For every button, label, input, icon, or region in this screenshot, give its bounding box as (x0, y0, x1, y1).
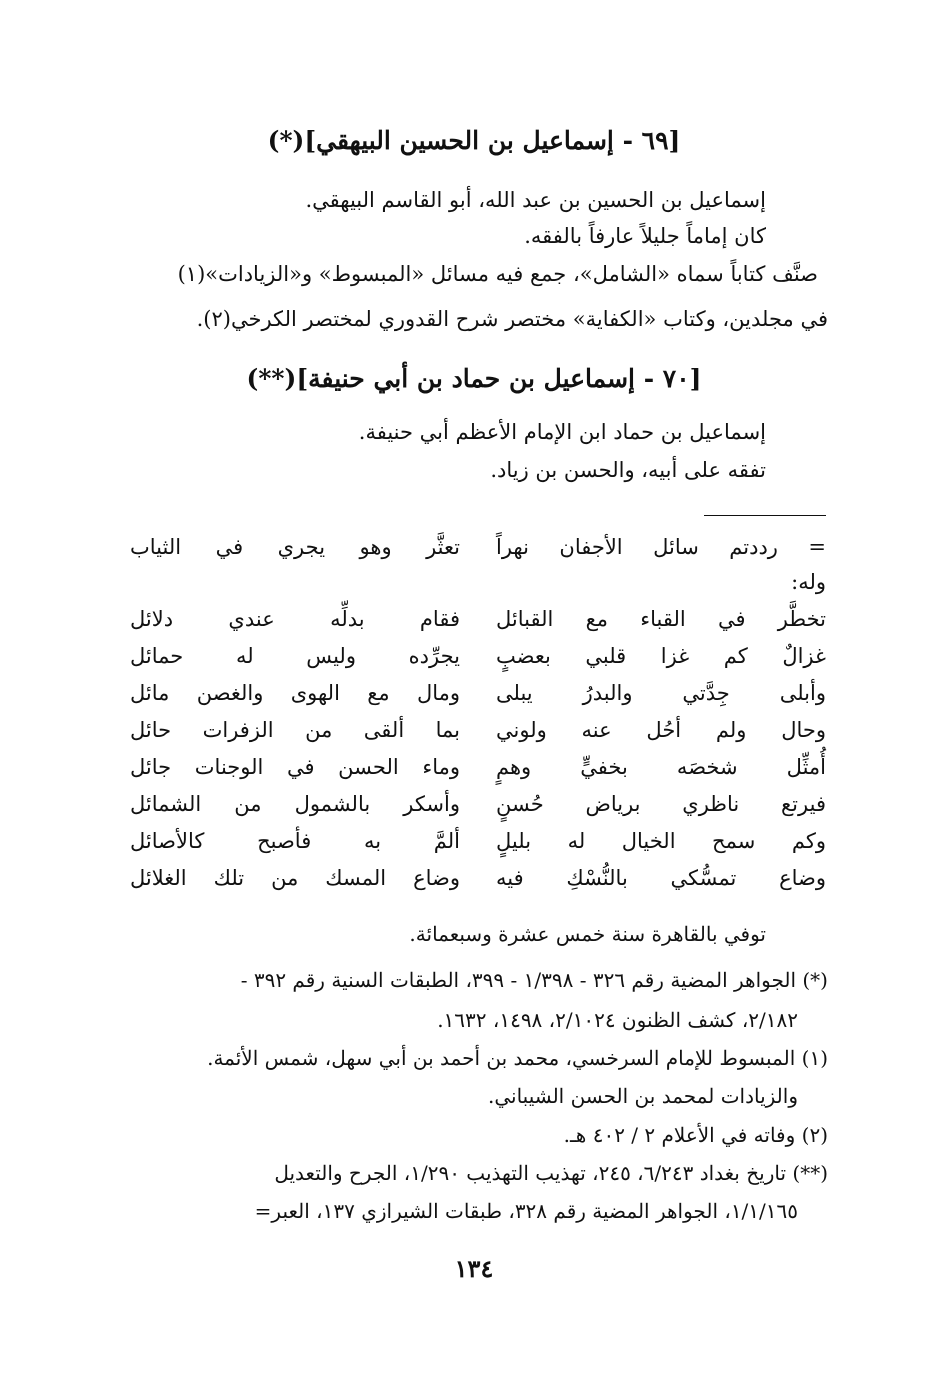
footnote-star: (*) الجواهر المضية رقم ٣٢٦ - ١/٣٩٨ - ٣٩٩، الطبقات السنية رقم ٣٩٢ - (240, 968, 828, 992)
entry-heading-69: [٦٩ - إسماعيل بن الحسين البيهقي](*) (267, 126, 681, 155)
verse-continued-first: = رددتم سائل الأجفان نهراً (496, 535, 826, 559)
footnote-double-star: (**) تاريخ بغداد ٦/٢٤٣، ٢٤٥، تهذيب التهذيب ١/٢٩٠، الجرح والتعديل (274, 1161, 828, 1185)
entry-70-line-2: تفقه على أبيه، والحسن بن زياد. (490, 458, 766, 482)
footnote-1: (١) المبسوط للإمام السرخسي، محمد بن أحمد بن أبي سهل، شمس الأئمة. (207, 1046, 828, 1070)
entry-69-line-3: صنَّف كتاباً سماه «الشامل»، جمع فيه مسائل «المبسوط» و«الزيادات»(١) (177, 262, 818, 286)
entry-heading-70: [٧٠ - إسماعيل بن حماد بن أبي حنيفة](**) (246, 364, 702, 393)
footnote-2: (٢) وفاته في الأعلام ٢ / ٤٠٢ هـ. (563, 1123, 828, 1147)
verse-2-second: يجرِّده وليس له حمائل (130, 644, 460, 668)
verse-4-first: وحال ولم أحُل عنه ولوني (496, 718, 826, 742)
poetry-closing: توفي بالقاهرة سنة خمس عشرة وسبعمائة. (409, 922, 766, 946)
footnote-star-cont: ٢/١٨٢، كشف الظنون ٢/١٠٢٤، ١٤٩٨، ١٦٣٢. (437, 1008, 798, 1032)
entry-69-line-4: في مجلدين، وكتاب «الكفاية» مختصر شرح القدوري لمختصر الكرخي(٢). (196, 307, 828, 331)
verse-1-second: فقام بدلِّه عندي دلائل (130, 607, 460, 631)
footnote-double-star-cont: ١/١/١٦٥، الجواهر المضية رقم ٣٢٨، طبقات الشيرازي ١٣٧، العبر= (254, 1199, 798, 1223)
verse-8-second: وضاع المسك من تلك الغلائل (130, 866, 460, 890)
verse-6-second: وأسكر بالشمول من الشمائل (130, 792, 460, 816)
verse-3-second: ومال مع الهوى والغصن مائل (130, 681, 460, 705)
footnote-1-cont: والزيادات لمحمد بن الحسن الشيباني. (487, 1084, 798, 1108)
verse-continued-second: تعثَّر وهو يجري في الثياب (130, 535, 460, 559)
poetry-intro: وله: (791, 570, 826, 594)
verse-5-first: أُمثِّل شخصَه بخفيٍّ وهمٍ (496, 755, 826, 779)
footnote-separator (704, 515, 826, 516)
verse-3-first: وأبلى جِدَّتي والبدرُ يبلى (496, 681, 826, 705)
verse-2-first: غزالٌ كم غزا قلبي بعضبٍ (496, 644, 826, 668)
verse-1-first: تخطَّر في القباء مع القبائل (496, 607, 826, 631)
entry-70-line-1: إسماعيل بن حماد ابن الإمام الأعظم أبي حنيفة. (358, 420, 766, 444)
verse-8-first: وضاع تمسُّكي بالنُّسْكِ فيه (496, 866, 826, 890)
verse-5-second: وماء الحسن في الوجنات جائل (130, 755, 460, 779)
verse-4-second: بما ألقى من الزفرات حائل (130, 718, 460, 742)
verse-7-second: ألمَّ به فأصبح كالأصائل (130, 829, 460, 853)
entry-69-line-2: كان إماماً جليلاً عارفاً بالفقه. (524, 224, 766, 248)
verse-7-first: وكم سمح الخيال له بليلٍ (496, 829, 826, 853)
entry-69-line-1: إسماعيل بن الحسين بن عبد الله، أبو القاسم البيهقي. (305, 188, 766, 212)
page-number: ١٣٤ (454, 1254, 494, 1283)
verse-6-first: فيرتع ناظري برياض حُسنٍ (496, 792, 826, 816)
